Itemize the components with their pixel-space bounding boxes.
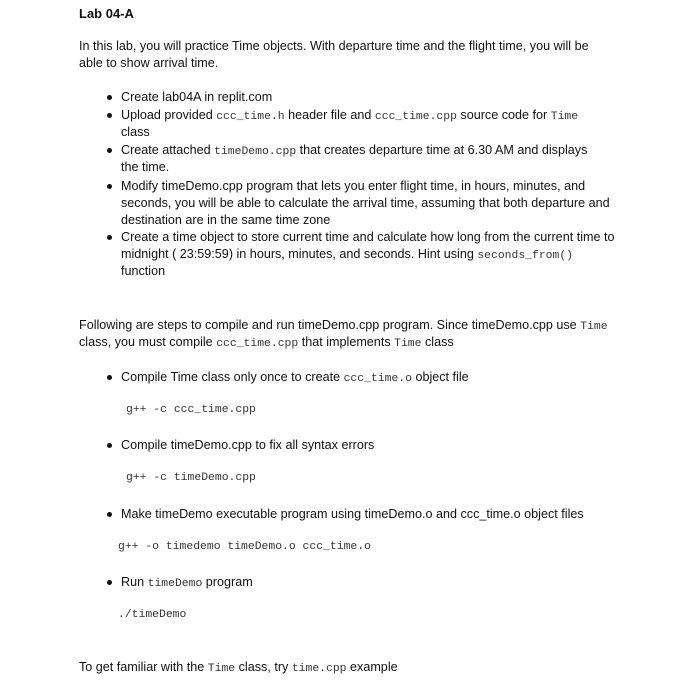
task-2-text: header file and [284,108,375,122]
bullet-icon [107,113,112,118]
bullet-icon [107,148,112,153]
step-1-text: object file [411,370,469,384]
task-1: Create lab04A in replit.com [121,90,273,104]
task-2-line-2: class [121,125,150,139]
code-time: Time [394,338,422,350]
code-time: Time [580,321,608,333]
command-compile-ccc-time: g++ -c ccc_time.cpp [126,404,256,416]
task-5-line-2 [121,246,573,265]
code-ccc-time-cpp: ccc_time.cpp [216,338,299,350]
code-timedemo-cpp: timeDemo.cpp [214,146,297,158]
code-ccc-time-o: ccc_time.o [343,373,412,385]
intro-line-2: able to show arrival time. [79,56,219,70]
command-link-executable: g++ -o timedemo timeDemo.o ccc_time.o [118,541,371,553]
bullet-icon [107,580,112,585]
step-4 [121,574,253,593]
code-ccc-time-h: ccc_time.h [216,111,285,123]
steps-intro-line-2 [79,334,454,353]
bullet-icon [107,375,112,380]
task-2-text: Upload provided [121,108,217,122]
steps-intro-text: that implements [298,335,395,349]
code-timedemo: timeDemo [147,578,203,590]
task-5-text: midnight ( 23:59:59) in hours, minutes, and seconds. Hint using [121,247,478,261]
steps-intro-text: Following are steps to compile and run timeDemo.cpp program. Since timeDemo.cpp use [79,318,581,332]
bullet-icon [107,235,112,240]
code-ccc-time-cpp: ccc_time.cpp [374,111,457,123]
step-2: Compile timeDemo.cpp to fix all syntax errors [121,438,375,452]
code-time: Time [550,111,579,123]
bullet-icon [107,184,112,189]
task-5-line-1: Create a time object to store current time and calculate how long from the current time to [121,230,615,244]
task-4-line-2: seconds, you will be able to calculate the arrival time, assuming that both departure and [121,196,610,210]
task-3-line-2: the time. [121,160,170,174]
footer-text: example [346,660,398,674]
step-1-text: Compile Time class only once to create [121,370,344,384]
task-4-line-3: destination are in the same time zone [121,213,331,227]
task-2-text: source code for [456,108,551,122]
intro-line-1: In this lab, you will practice Time objects. With departure time and the flight time, you will be [79,39,589,53]
task-3-text: that creates departure time at 6.30 AM and displays [296,143,588,157]
code-time-cpp: time.cpp [291,663,347,675]
task-4-line-1: Modify timeDemo.cpp program that lets you enter flight time, in hours, minutes, and [121,179,586,193]
step-1 [121,369,469,388]
bullet-icon [107,512,112,517]
steps-intro-text: class [421,335,454,349]
task-5-line-3: function [121,264,166,278]
task-2 [121,107,578,126]
command-compile-timedemo: g++ -c timeDemo.cpp [126,472,256,484]
bullet-icon [107,443,112,448]
code-seconds-from: seconds_from() [477,250,574,262]
step-3: Make timeDemo executable program using timeDemo.o and ccc_time.o object files [121,507,584,521]
code-time: Time [207,663,236,675]
task-3-text: Create attached [121,143,215,157]
page-title: Lab 04-A [79,6,134,21]
bullet-icon [107,95,112,100]
footer-text: class, try [235,660,292,674]
command-run-timedemo: ./timeDemo [118,609,187,621]
footer-line [79,659,398,678]
step-4-text: program [202,575,253,589]
steps-intro-text: class, you must compile [79,335,217,349]
step-4-text: Run [121,575,148,589]
task-3 [121,142,587,161]
footer-text: To get familiar with the [79,660,208,674]
